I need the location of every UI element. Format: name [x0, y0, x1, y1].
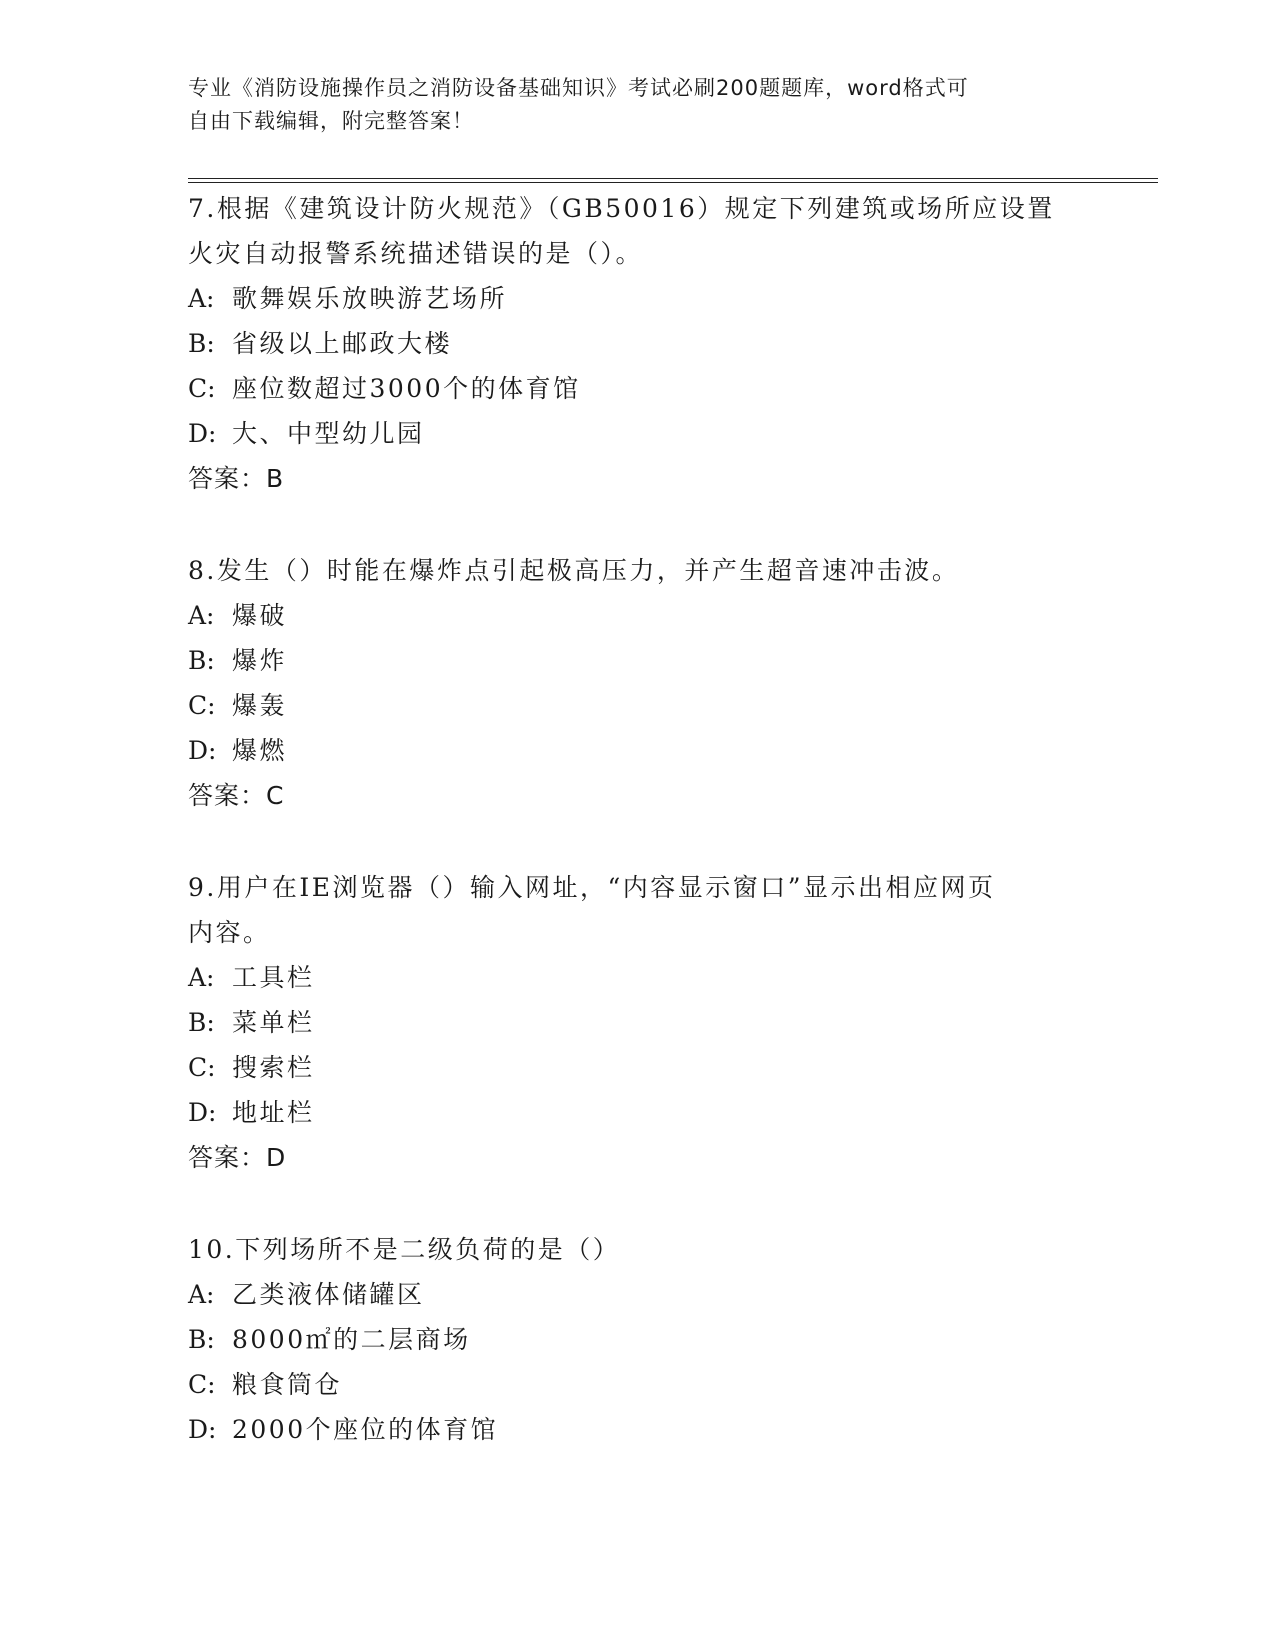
option-text: 菜单栏: [232, 1008, 315, 1037]
header-line-1: 专业《消防设施操作员之消防设备基础知识》考试必刷200题题库，word格式可: [188, 76, 969, 100]
option-d: [188, 1407, 1088, 1452]
option-d: [188, 411, 1088, 456]
question-list: [188, 186, 1088, 1452]
question-text-continued: 火灾自动报警系统描述错误的是（）。: [188, 239, 644, 268]
option-a: [188, 1272, 1088, 1317]
option-text: 爆轰: [232, 691, 288, 720]
question-gap: [188, 818, 1088, 865]
option-text: 粮食筒仓: [232, 1370, 343, 1399]
option-letter: C:: [188, 374, 216, 403]
option-text: 2000个座位的体育馆: [232, 1415, 499, 1444]
option-letter: C:: [188, 691, 216, 720]
option-text: 爆炸: [232, 646, 288, 675]
option-letter: B:: [188, 329, 215, 358]
option-b: [188, 321, 1088, 366]
option-letter: C:: [188, 1370, 216, 1399]
option-text: 歌舞娱乐放映游艺场所: [232, 284, 508, 313]
option-c: [188, 366, 1088, 411]
option-letter: D:: [188, 1098, 217, 1127]
header-divider-top: [188, 178, 1158, 179]
question-gap: [188, 501, 1088, 548]
question-text: 10.下列场所不是二级负荷的是（）: [188, 1235, 621, 1264]
option-text: 8000㎡的二层商场: [232, 1325, 471, 1354]
option-text: 搜索栏: [232, 1053, 315, 1082]
option-letter: D:: [188, 1415, 217, 1444]
option-letter: C:: [188, 1053, 216, 1082]
question-text: 7.根据《建筑设计防火规范》（GB50016）规定下列建筑或场所应设置: [188, 194, 1055, 223]
option-b: [188, 638, 1088, 683]
answer-line: 答案：C: [188, 781, 285, 810]
option-letter: B:: [188, 1008, 215, 1037]
header-divider-bottom: [188, 182, 1158, 183]
option-letter: A:: [188, 601, 215, 630]
header-line-2: 自由下载编辑，附完整答案！: [188, 109, 474, 133]
option-letter: B:: [188, 1325, 215, 1354]
option-letter: A:: [188, 963, 215, 992]
question-text: 8.发生（）时能在爆炸点引起极高压力，并产生超音速冲击波。: [188, 556, 960, 585]
option-d: [188, 1090, 1088, 1135]
option-text: 座位数超过3000个的体育馆: [232, 374, 581, 403]
option-letter: A:: [188, 284, 215, 313]
option-text: 地址栏: [232, 1098, 315, 1127]
question-text-continued: 内容。: [188, 918, 271, 947]
option-letter: A:: [188, 1280, 215, 1309]
option-c: [188, 1362, 1088, 1407]
option-a: [188, 276, 1088, 321]
option-text: 工具栏: [232, 963, 315, 992]
answer-line: 答案：D: [188, 1143, 287, 1172]
option-b: [188, 1317, 1088, 1362]
question-text: 9.用户在IE浏览器（）输入网址，“内容显示窗口”显示出相应网页: [188, 873, 996, 902]
option-letter: D:: [188, 419, 217, 448]
question-9: [188, 865, 1088, 1180]
question-7: [188, 186, 1088, 501]
question-gap: [188, 1180, 1088, 1227]
answer-line: 答案：B: [188, 464, 285, 493]
option-text: 爆破: [232, 601, 288, 630]
question-8: [188, 548, 1088, 818]
option-text: 乙类液体储罐区: [232, 1280, 425, 1309]
document-header: [188, 72, 1068, 138]
option-text: 大、中型幼儿园: [232, 419, 425, 448]
option-text: 爆燃: [232, 736, 288, 765]
option-a: [188, 955, 1088, 1000]
option-letter: D:: [188, 736, 217, 765]
option-text: 省级以上邮政大楼: [232, 329, 453, 358]
option-c: [188, 683, 1088, 728]
option-letter: B:: [188, 646, 215, 675]
option-a: [188, 593, 1088, 638]
option-c: [188, 1045, 1088, 1090]
option-b: [188, 1000, 1088, 1045]
question-10: [188, 1227, 1088, 1452]
option-d: [188, 728, 1088, 773]
